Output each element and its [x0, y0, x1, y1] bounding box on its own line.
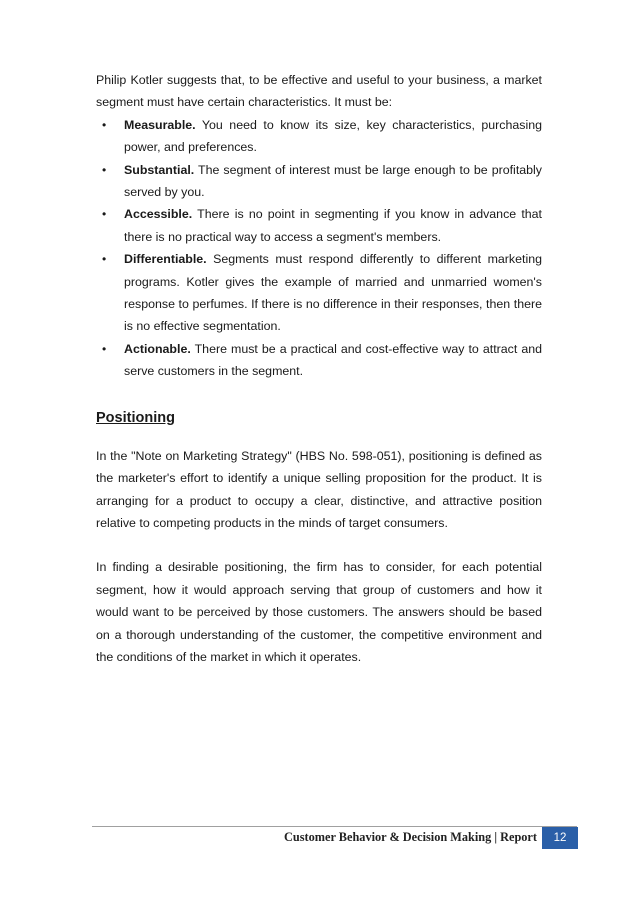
positioning-paragraph-2: In finding a desirable positioning, the firm has to consider, for each potential segment, how it would approach serving that group of customers and how it would want to be perceived by those customers. The answers should be based on a thorough understanding of the customer, the competitive environment and the conditions of the market in which it operates. — [96, 560, 542, 664]
list-item — [96, 248, 542, 338]
bullet-term: Measurable. — [124, 117, 196, 132]
bullet-text: There is no point in segmenting if you know in advance that there is no practical way to access a segment's members. — [124, 207, 542, 244]
list-item — [96, 114, 542, 159]
positioning-paragraph-1: In the "Note on Marketing Strategy" (HBS No. 598-051), positioning is defined as the marketer's effort to identify a unique selling proposition for the product. It is arranging for a product to occupy a clear, distinctive, and attractive position relative to competing products in the minds of target consumers. — [96, 448, 542, 530]
footer-divider — [92, 826, 577, 827]
bullet-term: Actionable. — [124, 341, 191, 356]
bullet-icon: • — [102, 117, 107, 132]
bullet-text: The segment of interest must be large enough to be profitably served by you. — [124, 162, 542, 200]
section-heading-positioning: Positioning — [96, 409, 175, 426]
bullet-text: Segments must respond differently to different marketing programs. Kotler gives the example of married and unmarried women's response to perfumes. If there is no difference in their responses, then there is no effective segmentation. — [124, 252, 542, 334]
footer-title: Customer Behavior & Decision Making | Report — [284, 830, 537, 844]
characteristics-list — [96, 114, 542, 383]
list-item — [96, 159, 542, 204]
document-body — [96, 69, 542, 668]
bullet-term: Differentiable. — [124, 252, 207, 267]
bullet-term: Substantial. — [124, 162, 195, 177]
page-number-badge: 12 — [542, 827, 578, 849]
list-item — [96, 338, 542, 383]
bullet-text: There must be a practical and cost-effective way to attract and serve customers in the segment. — [124, 341, 543, 379]
bullet-icon: • — [102, 252, 107, 267]
intro-paragraph: Philip Kotler suggests that, to be effective and useful to your business, a market segment must have certain characteristics. It must be: — [96, 73, 542, 110]
list-item — [96, 203, 542, 248]
bullet-icon: • — [102, 207, 107, 222]
bullet-term: Accessible. — [124, 207, 193, 222]
bullet-text: You need to know its size, key characteristics, purchasing power, and preferences. — [124, 117, 543, 155]
bullet-icon: • — [102, 162, 107, 177]
bullet-icon: • — [102, 341, 107, 356]
